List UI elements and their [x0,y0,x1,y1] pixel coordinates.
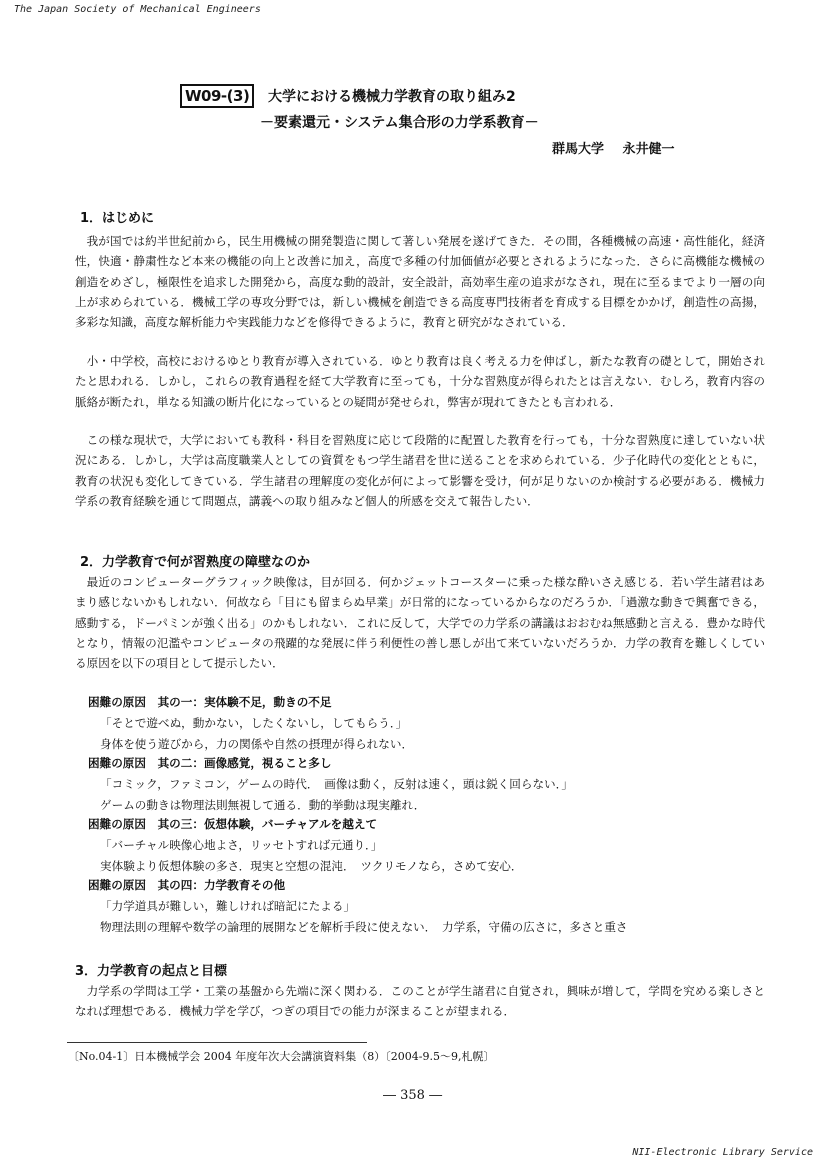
page-number: ― 358 ― [383,1088,443,1103]
cause-2-note: ゲームの動きは物理法則無視して通る．動的挙動は現実離れ． [100,798,426,812]
cause-4-quote: 「力学道具が難しい，難しければ暗記にたよる」 [100,899,356,913]
cause-3-note: 実体験より仮想体験の多さ．現実と空想の混沌． ツクリモノなら，さめて安心． [100,859,523,873]
section-3-heading: 3．力学教育の起点と目標 [75,964,228,979]
cause-4-note: 物理法則の理解や数学の論理的展開などを解析手段に使えない． 力学系，守備の広さに，多さと重さ [100,920,628,934]
cause-3-quote: 「バーチャル映像心地よさ，リッセトすれば元通り．」 [100,838,383,852]
paper-title: 大学における機械力学教育の取り組み2 [268,89,516,105]
cause-4-label: 困難の原因 其の四：力学教育その他 [88,878,286,892]
section-1-paragraph-1: 我が国では約半世紀前から，民生用機械の開発製造に関して著しい発展を遂げてきた．その間，各種機械の高速・高性能化，経済性，快適・静粛性など本来の機能の向上と改善に加え，高度で多種の付加価値が必要とされるようになった．さらに高機能な機械の創造をめざし，極限性を追求した開発から，高度な動的設計，安全設計，高効率生産の追求がなされ，現在に至るまでより一層の向上が求められている．機械工学の専攻分野では，新しい機械を創造できる高度専門技術者を育成する目標をかかげ，創造性の高揚，多彩な知識，高度な解析能力や実践能力などを修得できるように，教育と研究がなされている． [75,234,765,330]
conference-citation: 〔No.04-1〕日本機械学会 2004 年度年次大会講演資料集（8）〔2004-9.5～9,札幌〕 [68,1050,495,1063]
cause-1-note: 身体を使う遊びから，力の関係や自然の摂理が得られない． [100,737,414,751]
section-2-heading: 2．力学教育で何が習熟度の障壁なのか [80,555,311,570]
paper-code: W09-(3) [180,84,254,108]
section-1-paragraph-2: 小・中学校，高校におけるゆとり教育が導入されている．ゆとり教育は良く考える力を伸ばし，新たな教育の礎として，開始されたと思われる．しかし，これらの教育過程を経て大学教育に至っても，十分な習熟度が得られたとは言えない．むしろ，教育内容の脈絡が断たれ，単なる知識の断片化になっているとの疑問が発せられ，弊害が現れてきたとも言われる． [75,354,765,409]
footnote-rule [67,1042,367,1043]
section-1-paragraph-3: この様な現状で，大学においても教科・科目を習熟度に応じて段階的に配置した教育を行っても，十分な習熟度に達していない状況にある．しかし，大学は高度職業人としての資質をもつ学生諸君を世に送ることを求められている．少子化時代の変化とともに，教育の状況も変化してきている．学生諸君の理解度の変化が何によって影響を受け，何が足りないのか検討する必要がある．機械力学系の教育経験を通じて問題点，講義への取り組みなど個人的所感を交えて報告したい． [75,433,765,508]
cause-1-label: 困難の原因 其の一：実体験不足，動きの不足 [88,695,332,709]
cause-2-quote: 「コミック，ファミコン，ゲームの時代． 画像は動く，反射は速く，頭は鋭く回らない．」 [100,777,574,791]
section-2-paragraph: 最近のコンピューターグラフィック映像は，目が回る．何かジェットコースターに乗った様な酔いさえ感じる．若い学生諸君はあまり感じないかもしれない．何故なら「目にも留まらぬ早業」が日常的になっているからなのだろうか．「過激な動きで興奮できる，感動する，ドーパミンが強く出る」のかもしれない．これに反して，大学での力学系の講議はおおむね無感動と言える．豊かな時代となり，情報の氾濫やコンピュータの飛躍的な発展に伴う利便性の善し悪しが出て来ていないだろうか．力学の教育を難しくしている原因を以下の項目として提示したい． [75,575,765,671]
society-header: The Japan Society of Mechanical Engineers [14,4,261,15]
cause-1-quote: 「そとで遊べぬ，動かない，したくないし，してもらう．」 [100,716,408,730]
section-1-heading: 1．はじめに [80,211,155,226]
cause-3-label: 困難の原因 其の三：仮想体験，バーチャアルを越えて [88,817,378,831]
paper-subtitle: －要素還元・システム集合形の力学系教育－ [260,115,539,131]
library-service-footer: NII-Electronic Library Service [632,1147,813,1158]
cause-2-label: 困難の原因 其の二：画像感覚，視ること多し [88,756,332,770]
section-3-paragraph: 力学系の学問は工学・工業の基盤から先端に深く関わる．このことが学生諸君に自覚され，興味が増して，学問を究める楽しさとなれば理想である．機械力学を学び，つぎの項目での能力が深まることが望まれる． [75,984,765,1019]
author-line: 群馬大学 永井健一 [552,142,675,157]
